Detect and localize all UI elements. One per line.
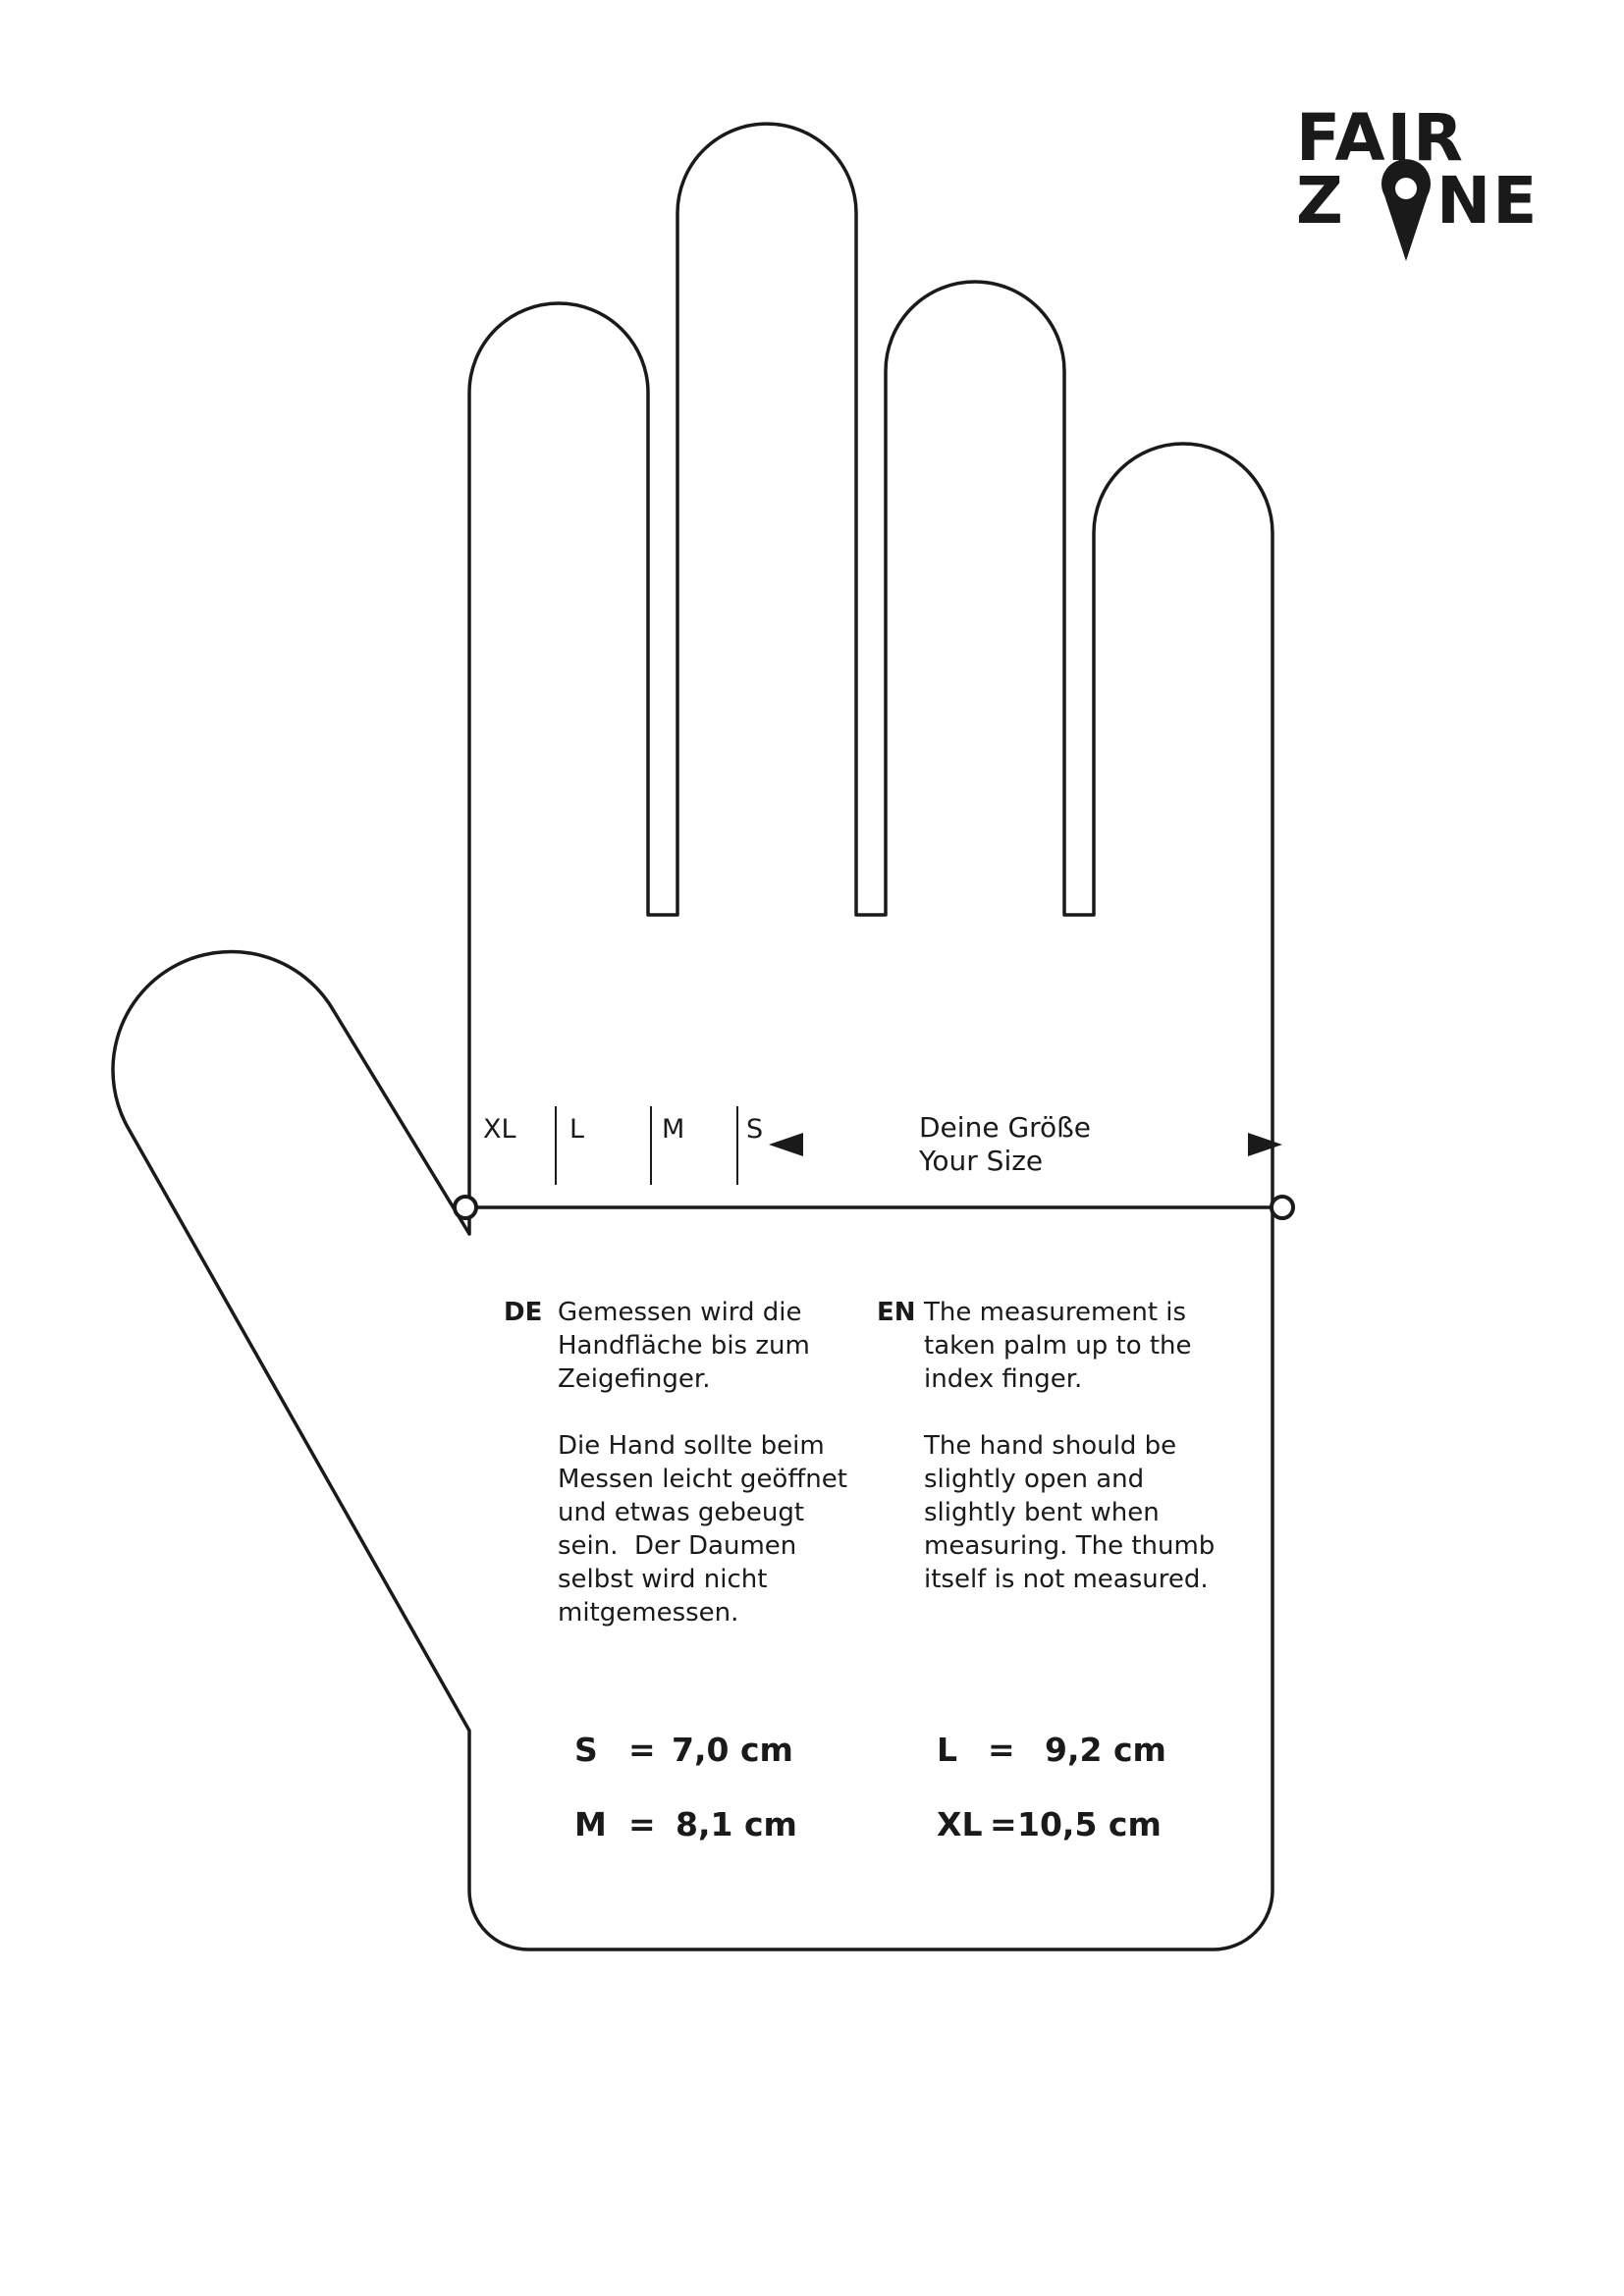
size-s-eq: =: [628, 1731, 656, 1769]
arrow-left-icon: [769, 1133, 803, 1156]
size-xl-eq: =: [990, 1805, 1017, 1843]
tick-xl: XL: [483, 1114, 516, 1145]
tick-m: M: [662, 1114, 685, 1145]
lang-code-en: EN: [877, 1298, 916, 1327]
lang-code-de: DE: [504, 1298, 543, 1327]
logo-zone-ne: NE: [1436, 163, 1540, 239]
instructions-en-p1: The measurement is taken palm up to the index finger.: [924, 1298, 1192, 1394]
size-m-value: 8,1 cm: [676, 1805, 797, 1843]
logo-fair: FAIR: [1296, 100, 1465, 176]
logo-zone-z: Z: [1296, 163, 1345, 239]
size-l-eq: =: [988, 1731, 1015, 1769]
instructions-de-p1: Gemessen wird die Handfläche bis zum Zeigefinger.: [558, 1298, 810, 1394]
size-m-eq: =: [628, 1805, 656, 1843]
size-xl-label: XL: [937, 1805, 983, 1843]
caption-en: Your Size: [919, 1145, 1044, 1177]
caption-de: Deine Größe: [919, 1111, 1092, 1144]
size-m-label: M: [574, 1805, 607, 1843]
size-l-label: L: [937, 1731, 958, 1769]
size-l-value: 9,2 cm: [1045, 1731, 1166, 1769]
tick-l: L: [569, 1114, 585, 1145]
size-s-label: S: [574, 1731, 598, 1769]
tick-s: S: [746, 1114, 764, 1145]
instructions-en-p2: The hand should be slightly open and slightly bent when measuring. The thumb itself is not measured.: [924, 1431, 1216, 1594]
instructions-de-p2: Die Hand sollte beim Messen leicht geöffnet und etwas gebeugt sein. Der Daumen selbst wird nicht mitgemessen.: [558, 1431, 847, 1628]
arrow-right-icon: [1248, 1133, 1282, 1156]
size-xl-value: 10,5 cm: [1017, 1805, 1162, 1843]
size-s-value: 7,0 cm: [672, 1731, 793, 1769]
